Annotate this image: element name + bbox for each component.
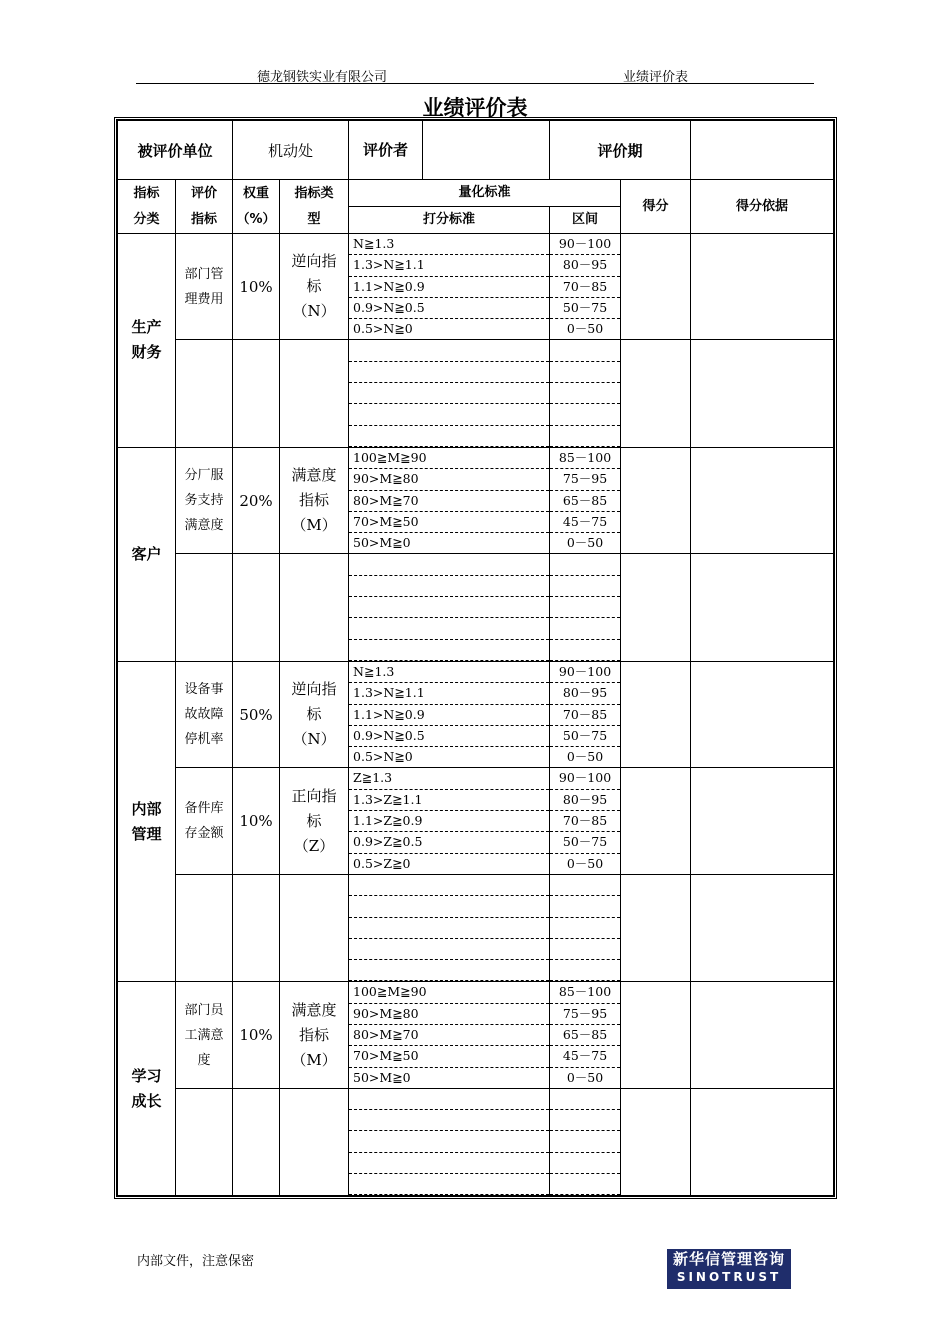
- range-line: 85－100: [550, 982, 620, 1003]
- blank-line: [550, 362, 620, 383]
- range-line: 90－100: [550, 768, 620, 789]
- indicator-line: 满意度: [184, 518, 224, 534]
- col-category-l2: 分类: [133, 211, 160, 227]
- range-line: 70－85: [550, 277, 620, 298]
- blank-range-lines: [550, 340, 620, 446]
- blank-range-cell[interactable]: [550, 340, 621, 447]
- header-doc-name: 业绩评价表: [623, 70, 689, 85]
- blank-line: [550, 618, 620, 639]
- type-line: 满意度: [291, 1000, 337, 1019]
- blank-criteria-lines: [349, 1089, 549, 1195]
- indicator-cell: [176, 768, 233, 874]
- weight-cell: 10%: [233, 982, 280, 1088]
- category-line: 管理: [131, 824, 162, 843]
- type-line: 标: [306, 277, 322, 296]
- blank-score-cell[interactable]: [621, 874, 691, 981]
- blank-line: [349, 1174, 549, 1195]
- blank-line: [550, 1153, 620, 1174]
- criteria-line: 0.5>N≧0: [353, 749, 413, 765]
- category-line: 成长: [131, 1091, 162, 1110]
- evaluator-value[interactable]: [422, 121, 549, 179]
- blank-weight-cell[interactable]: [233, 1088, 280, 1195]
- blank-line: [349, 1131, 549, 1152]
- range-line: 70－85: [550, 811, 620, 832]
- type-line: 标: [306, 811, 322, 830]
- blank-basis-cell[interactable]: [691, 1088, 834, 1195]
- indicator-line: 故故障: [184, 707, 224, 723]
- unit-label: 被评价单位: [118, 121, 233, 180]
- score-cell[interactable]: [621, 234, 691, 340]
- col-indicator: [176, 180, 233, 234]
- blank-range-cell[interactable]: [550, 1088, 621, 1195]
- range-line: 0－50: [566, 535, 604, 551]
- criteria-cell: [349, 661, 550, 767]
- criteria-line: N≧1.3: [349, 234, 549, 255]
- blank-line: [349, 875, 549, 896]
- column-header-row: [118, 180, 834, 207]
- criteria-list: [349, 768, 549, 873]
- criteria-line: 0.9>Z≧0.5: [349, 832, 549, 853]
- range-list: [550, 662, 620, 767]
- blank-type-cell[interactable]: [280, 874, 349, 981]
- criteria-line: 1.3>N≧1.1: [349, 683, 549, 704]
- score-cell[interactable]: [621, 447, 691, 553]
- blank-line: [550, 960, 620, 981]
- blank-indicator-cell[interactable]: [176, 874, 233, 981]
- range-list: [550, 768, 620, 873]
- col-category: [118, 180, 176, 234]
- col-indicator-l2: 指标: [191, 211, 218, 227]
- indicator-line: 备件库: [184, 801, 224, 817]
- criteria-line: 0.5>Z≧0: [353, 855, 411, 871]
- range-line: 90－100: [550, 662, 620, 683]
- range-list: [550, 234, 620, 339]
- type-line: 逆向指: [291, 680, 337, 699]
- indicator-line: 务支持: [184, 493, 224, 509]
- col-range: 区间: [550, 207, 621, 234]
- range-line: 50－75: [550, 832, 620, 853]
- score-cell[interactable]: [621, 768, 691, 874]
- blank-indicator-row: [118, 554, 834, 661]
- range-line: 75－95: [550, 469, 620, 490]
- indicator-line: 存金额: [184, 826, 224, 842]
- blank-type-cell[interactable]: [280, 340, 349, 447]
- col-score: 得分: [621, 180, 691, 234]
- category-cell: [118, 447, 176, 661]
- blank-line: [550, 554, 620, 575]
- blank-line: [349, 618, 549, 639]
- blank-line: [349, 939, 549, 960]
- blank-criteria-lines: [349, 875, 549, 981]
- basis-cell[interactable]: [691, 768, 834, 874]
- evaluator-label-text: 评价者: [363, 141, 409, 159]
- blank-line: [349, 896, 549, 917]
- blank-line: [349, 1089, 549, 1110]
- blank-indicator-row: [118, 874, 834, 981]
- range-cell: [550, 661, 621, 767]
- basis-cell[interactable]: [691, 661, 834, 767]
- blank-indicator-cell[interactable]: [176, 554, 233, 661]
- range-cell: [550, 447, 621, 553]
- blank-line: [349, 554, 549, 575]
- range-list: [550, 448, 620, 553]
- criteria-line: 100≧M≧90: [349, 448, 549, 469]
- blank-score-cell[interactable]: [621, 1088, 691, 1195]
- indicator-row: [118, 982, 834, 1088]
- blank-line: [550, 426, 620, 447]
- blank-line: [349, 426, 549, 447]
- blank-weight-cell[interactable]: [233, 340, 280, 447]
- blank-weight-cell[interactable]: [233, 874, 280, 981]
- sinotrust-logo: [667, 1249, 791, 1289]
- type-line: （N）: [292, 302, 336, 321]
- blank-indicator-row: [118, 1088, 834, 1195]
- blank-criteria-cell[interactable]: [349, 1088, 550, 1195]
- header-company: 德龙钢铁实业有限公司: [257, 70, 388, 85]
- category-line: 客户: [131, 544, 162, 563]
- indicator-row: [118, 661, 834, 767]
- blank-range-cell[interactable]: [550, 874, 621, 981]
- range-line: 80－95: [550, 790, 620, 811]
- blank-range-lines: [550, 875, 620, 981]
- type-cell: [280, 768, 349, 874]
- criteria-line: 50>M≧0: [353, 1069, 411, 1085]
- criteria-line: 90>M≧80: [349, 1004, 549, 1025]
- col-basis: 得分依据: [691, 180, 834, 234]
- range-line: 90－100: [550, 234, 620, 255]
- score-cell[interactable]: [621, 661, 691, 767]
- range-cell: [550, 768, 621, 874]
- col-type-l1: 指标类: [294, 185, 334, 201]
- col-quant: 量化标准: [349, 180, 621, 207]
- range-line: 65－85: [550, 491, 620, 512]
- criteria-cell: [349, 768, 550, 874]
- blank-criteria-cell[interactable]: [349, 554, 550, 661]
- category-line: 财务: [131, 343, 162, 362]
- blank-line: [550, 1089, 620, 1110]
- indicator-line: 停机率: [184, 732, 224, 748]
- blank-indicator-cell[interactable]: [176, 340, 233, 447]
- range-line: 45－75: [550, 1046, 620, 1067]
- header-rule: [136, 83, 814, 84]
- col-type-l2: 型: [307, 211, 321, 227]
- blank-line: [349, 340, 549, 361]
- evaluation-table: [117, 120, 834, 1196]
- indicator-cell: [176, 234, 233, 340]
- blank-range-cell[interactable]: [550, 554, 621, 661]
- criteria-line: 100≧M≧90: [349, 982, 549, 1003]
- criteria-line: 70>M≧50: [349, 1046, 549, 1067]
- basis-cell[interactable]: [691, 447, 834, 553]
- range-line: 0－50: [566, 321, 604, 337]
- range-line: 50－75: [550, 298, 620, 319]
- category-cell: [118, 982, 176, 1196]
- range-cell: [550, 234, 621, 340]
- blank-criteria-cell[interactable]: [349, 874, 550, 981]
- blank-line: [349, 383, 549, 404]
- criteria-list: [349, 982, 549, 1087]
- indicator-row: [118, 234, 834, 340]
- criteria-line: 1.1>Z≧0.9: [349, 811, 549, 832]
- col-weight: [233, 180, 280, 234]
- blank-criteria-lines: [349, 554, 549, 660]
- col-criteria: 打分标准: [349, 207, 550, 234]
- range-line: 65－85: [550, 1025, 620, 1046]
- blank-line: [349, 597, 549, 618]
- range-line: 50－75: [550, 726, 620, 747]
- indicator-line: 工满意: [184, 1027, 224, 1043]
- blank-line: [550, 340, 620, 361]
- score-cell[interactable]: [621, 982, 691, 1088]
- range-line: 0－50: [566, 749, 604, 765]
- blank-line: [550, 1110, 620, 1131]
- col-weight-l2: （%）: [236, 211, 276, 227]
- blank-line: [550, 939, 620, 960]
- blank-indicator-cell[interactable]: [176, 1088, 233, 1195]
- blank-line: [550, 1131, 620, 1152]
- blank-score-cell[interactable]: [621, 554, 691, 661]
- indicator-line: 部门员: [184, 1002, 224, 1018]
- criteria-line: 80>M≧70: [349, 491, 549, 512]
- col-category-l1: 指标: [133, 185, 160, 201]
- type-line: 标: [306, 705, 322, 724]
- criteria-cell: [349, 234, 550, 340]
- blank-indicator-row: [118, 340, 834, 447]
- blank-line: [550, 597, 620, 618]
- criteria-list: [349, 662, 549, 767]
- type-line: 满意度: [291, 466, 337, 485]
- blank-line: [550, 404, 620, 425]
- indicator-line: 设备事: [184, 682, 224, 698]
- range-line: 0－50: [566, 855, 604, 871]
- blank-score-cell[interactable]: [621, 340, 691, 447]
- period-label: 评价期: [550, 121, 691, 180]
- indicator-cell: [176, 661, 233, 767]
- indicator-row: [118, 768, 834, 874]
- blank-line: [349, 1110, 549, 1131]
- criteria-line: 80>M≧70: [349, 1025, 549, 1046]
- category-cell: [118, 661, 176, 981]
- blank-line: [550, 1174, 620, 1195]
- range-cell: [550, 982, 621, 1088]
- type-cell: [280, 661, 349, 767]
- blank-line: [349, 960, 549, 981]
- type-cell: [280, 234, 349, 340]
- blank-criteria-lines: [349, 340, 549, 446]
- logo-cn: 新华信管理咨询: [672, 1250, 785, 1268]
- blank-basis-cell[interactable]: [691, 340, 834, 447]
- indicator-line: 理费用: [184, 291, 224, 307]
- criteria-line: 0.5>N≧0: [353, 321, 413, 337]
- blank-line: [349, 576, 549, 597]
- col-indicator-l1: 评价: [191, 185, 218, 201]
- range-line: 85－100: [550, 448, 620, 469]
- range-line: 75－95: [550, 1004, 620, 1025]
- criteria-line: 50>M≧0: [353, 535, 411, 551]
- criteria-line: 1.3>N≧1.1: [349, 255, 549, 276]
- blank-range-lines: [550, 1089, 620, 1195]
- range-line: 80－95: [550, 683, 620, 704]
- blank-line: [550, 640, 620, 661]
- period-value[interactable]: [691, 121, 834, 180]
- range-line: 0－50: [566, 1069, 604, 1085]
- criteria-line: 0.9>N≧0.5: [349, 726, 549, 747]
- criteria-line: Z≧1.3: [349, 768, 549, 789]
- category-line: 学习: [131, 1066, 162, 1085]
- blank-range-lines: [550, 554, 620, 660]
- criteria-line: 1.1>N≧0.9: [349, 705, 549, 726]
- type-cell: [280, 982, 349, 1088]
- criteria-cell: [349, 982, 550, 1088]
- indicator-cell: [176, 982, 233, 1088]
- footer-note: 内部文件，注意保密: [137, 1254, 255, 1269]
- blank-line: [550, 383, 620, 404]
- blank-basis-cell[interactable]: [691, 874, 834, 981]
- range-line: 45－75: [550, 512, 620, 533]
- category-cell: [118, 234, 176, 448]
- blank-line: [349, 918, 549, 939]
- weight-cell: 10%: [233, 768, 280, 874]
- blank-line: [550, 576, 620, 597]
- indicator-line: 部门管: [184, 266, 224, 282]
- evaluator-label: [349, 121, 550, 180]
- unit-value[interactable]: 机动处: [233, 121, 349, 180]
- blank-type-cell[interactable]: [280, 554, 349, 661]
- category-line: 生产: [131, 318, 162, 337]
- criteria-line: 1.3>Z≧1.1: [349, 790, 549, 811]
- blank-line: [550, 918, 620, 939]
- type-line: （Z）: [293, 836, 335, 855]
- criteria-cell: [349, 447, 550, 553]
- indicator-line: 度: [197, 1052, 211, 1068]
- criteria-line: 1.1>N≧0.9: [349, 277, 549, 298]
- criteria-line: 90>M≧80: [349, 469, 549, 490]
- info-row: [118, 121, 834, 180]
- blank-type-cell[interactable]: [280, 1088, 349, 1195]
- criteria-line: 0.9>N≧0.5: [349, 298, 549, 319]
- weight-cell: 10%: [233, 234, 280, 340]
- indicator-cell: [176, 447, 233, 553]
- blank-basis-cell[interactable]: [691, 554, 834, 661]
- weight-cell: 50%: [233, 661, 280, 767]
- blank-line: [550, 896, 620, 917]
- indicator-row: [118, 447, 834, 553]
- blank-line: [349, 362, 549, 383]
- type-line: （M）: [291, 516, 337, 535]
- type-line: 指标: [299, 491, 330, 510]
- criteria-line: N≧1.3: [349, 662, 549, 683]
- type-line: （N）: [292, 730, 336, 749]
- col-type: [280, 180, 349, 234]
- blank-line: [349, 404, 549, 425]
- col-weight-l1: 权重: [243, 185, 270, 201]
- type-cell: [280, 447, 349, 553]
- type-line: 逆向指: [291, 252, 337, 271]
- blank-criteria-cell[interactable]: [349, 340, 550, 447]
- criteria-list: [349, 448, 549, 553]
- blank-line: [349, 640, 549, 661]
- basis-cell[interactable]: [691, 982, 834, 1088]
- criteria-list: [349, 234, 549, 339]
- range-line: 70－85: [550, 705, 620, 726]
- basis-cell[interactable]: [691, 234, 834, 340]
- page-title: 业绩评价表: [422, 96, 528, 120]
- blank-line: [349, 1153, 549, 1174]
- type-line: 指标: [299, 1025, 330, 1044]
- blank-line: [550, 875, 620, 896]
- category-line: 内部: [131, 799, 162, 818]
- type-line: 正向指: [291, 786, 337, 805]
- blank-weight-cell[interactable]: [233, 554, 280, 661]
- type-line: （M）: [291, 1050, 337, 1069]
- logo-en: SINOTRUST: [676, 1270, 782, 1284]
- range-line: 80－95: [550, 255, 620, 276]
- criteria-line: 70>M≧50: [349, 512, 549, 533]
- range-list: [550, 982, 620, 1087]
- weight-cell: 20%: [233, 447, 280, 553]
- indicator-line: 分厂服: [184, 468, 224, 484]
